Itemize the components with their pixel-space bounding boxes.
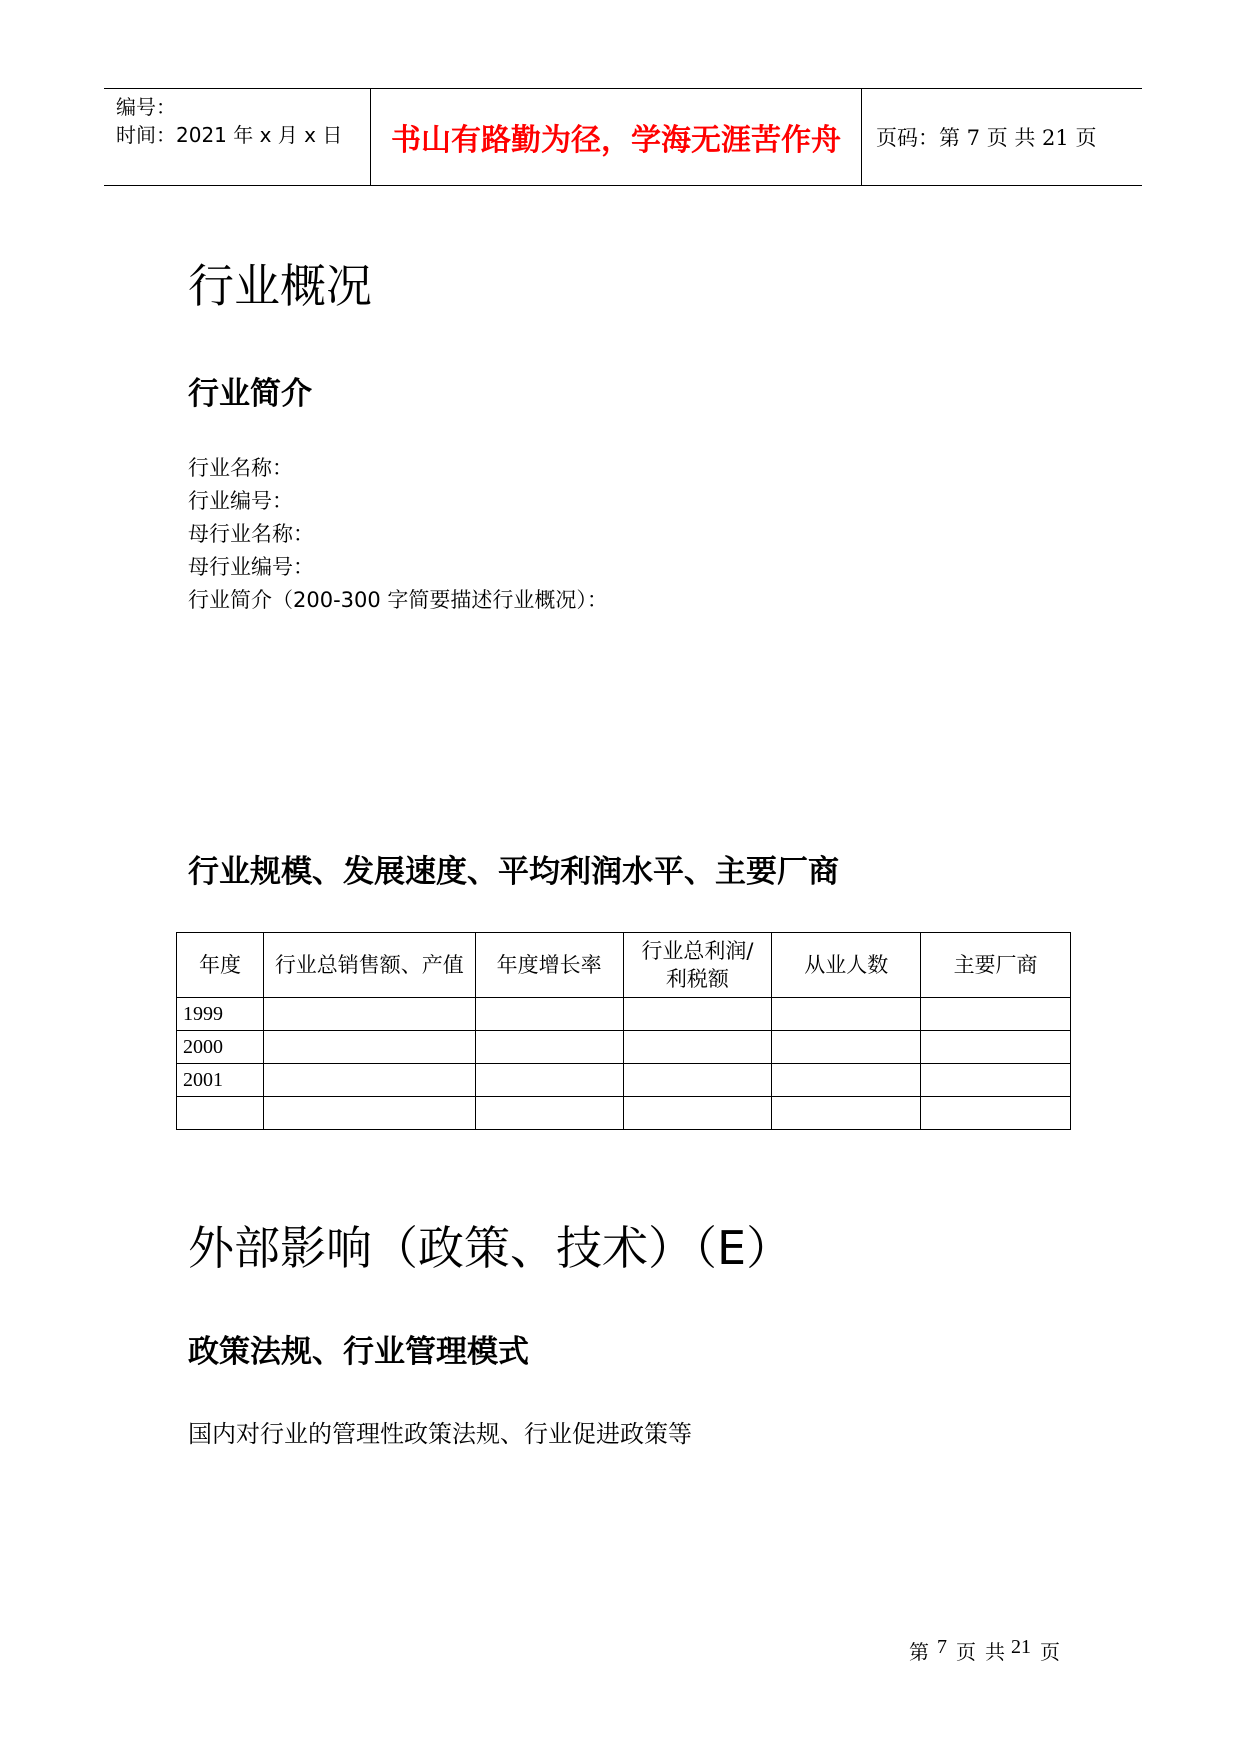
cell [921, 1097, 1071, 1130]
footer-page-number: 7 [937, 1636, 947, 1658]
footer-gong: 共 [985, 1642, 1005, 1664]
col-header-total-sales: 行业总销售额、产值 [263, 933, 475, 998]
col-header-year: 年度 [177, 933, 264, 998]
section-title-external-influence: 外部影响（政策、技术）（E） [188, 1221, 793, 1275]
header-page-info: 页码：第 7 页 共 21 页 [876, 126, 1097, 150]
cell-year [177, 1097, 264, 1130]
subsection-title-policy: 政策法规、行业管理模式 [188, 1334, 529, 1370]
cell [475, 1097, 623, 1130]
policy-paragraph: 国内对行业的管理性政策法规、行业促进政策等 [188, 1420, 692, 1448]
field-industry-description: 行业简介（200-300 字简要描述行业概况）： [188, 588, 608, 612]
cell [475, 1064, 623, 1097]
col-header-main-vendors: 主要厂商 [921, 933, 1071, 998]
cell [475, 998, 623, 1031]
table-row [177, 1064, 1071, 1097]
header-time-label: 时间：2021 年 x 月 x 日 [116, 123, 343, 147]
cell [263, 998, 475, 1031]
cell [772, 1064, 921, 1097]
footer-ye: 页 [956, 1642, 976, 1664]
cell [475, 1031, 623, 1064]
col-header-growth-rate: 年度增长率 [475, 933, 623, 998]
cell-year: 2000 [177, 1031, 264, 1064]
header-motto: 书山有路勤为径，学海无涯苦作舟 [370, 89, 862, 185]
cell [921, 1031, 1071, 1064]
cell [623, 998, 772, 1031]
page-header [104, 88, 1142, 186]
table-row [177, 1031, 1071, 1064]
cell [772, 1097, 921, 1130]
table-row [177, 998, 1071, 1031]
field-parent-industry-name: 母行业名称： [188, 522, 314, 546]
col-header-total-profit [623, 933, 772, 998]
col-header-employees: 从业人数 [772, 933, 921, 998]
header-meta [104, 89, 370, 185]
field-industry-code: 行业编号： [188, 489, 293, 513]
cell-year: 1999 [177, 998, 264, 1031]
field-parent-industry-code: 母行业编号： [188, 555, 314, 579]
col-header-total-profit-text: 行业总利润/ 利税额 [641, 939, 754, 991]
footer-ye-2: 页 [1040, 1642, 1060, 1664]
cell [263, 1097, 475, 1130]
cell [772, 998, 921, 1031]
section-title-industry-overview: 行业概况 [188, 259, 372, 313]
cell [263, 1031, 475, 1064]
header-number-label: 编号： [116, 95, 176, 119]
subsection-title-industry-intro: 行业简介 [188, 376, 312, 412]
table-row [177, 1097, 1071, 1130]
cell [921, 1064, 1071, 1097]
field-industry-name: 行业名称： [188, 456, 293, 480]
cell-year: 2001 [177, 1064, 264, 1097]
table-header-row [177, 933, 1071, 998]
cell [623, 1064, 772, 1097]
cell [772, 1031, 921, 1064]
footer-total-pages: 21 [1011, 1636, 1031, 1658]
industry-scale-table [176, 932, 1071, 1130]
subsection-title-industry-scale: 行业规模、发展速度、平均利润水平、主要厂商 [188, 854, 839, 890]
cell [263, 1064, 475, 1097]
cell [623, 1031, 772, 1064]
footer-di: 第 [909, 1642, 929, 1664]
cell [921, 998, 1071, 1031]
cell [623, 1097, 772, 1130]
